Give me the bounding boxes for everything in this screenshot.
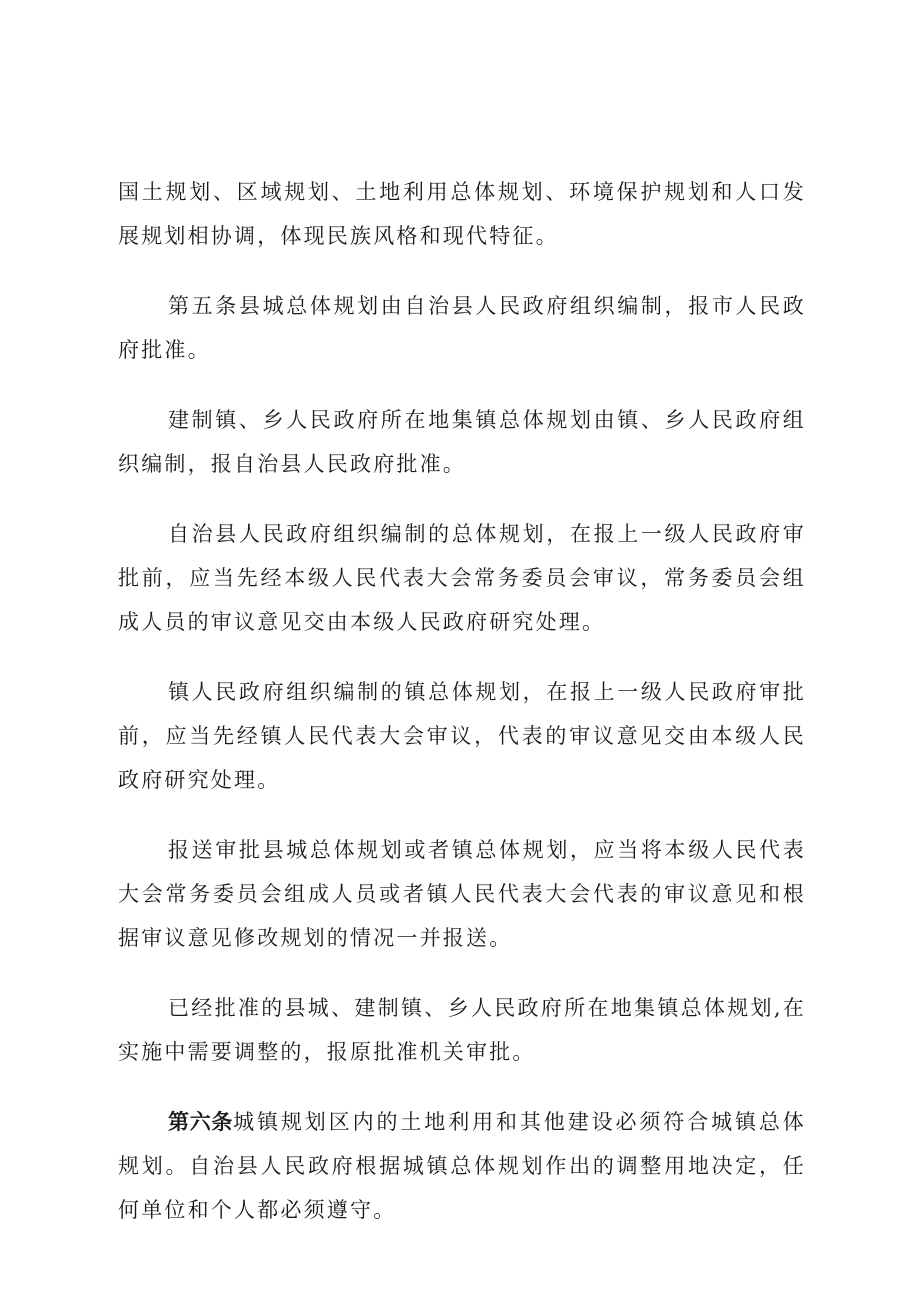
paragraph-adjustment: 已经批准的县城、建制镇、乡人民政府所在地集镇总体规划,在实施中需要调整的，报原批准机关审批。 bbox=[118, 996, 806, 1064]
paragraph-article-6 bbox=[118, 1100, 806, 1232]
paragraph-continuation: 国土规划、区域规划、土地利用总体规划、环境保护规划和人口发展规划相协调，体现民族风格和现代特征。 bbox=[118, 180, 806, 248]
paragraph-submission: 报送审批县城总体规划或者镇总体规划，应当将本级人民代表大会常务委员会组成人员或者镇人民代表大会代表的审议意见和根据审议意见修改规划的情况一并报送。 bbox=[118, 838, 806, 950]
article-number: 第六条 bbox=[168, 1109, 234, 1134]
paragraph-town-review: 镇人民政府组织编制的镇总体规划，在报上一级人民政府审批前，应当先经镇人民代表大会审议，代表的审议意见交由本级人民政府研究处理。 bbox=[118, 680, 806, 792]
document-body bbox=[118, 170, 806, 1258]
paragraph-article-5: 第五条县城总体规划由自治县人民政府组织编制，报市人民政府批准。 bbox=[118, 294, 806, 362]
article-6-text: 城镇规划区内的土地利用和其他建设必须符合城镇总体规划。自治县人民政府根据城镇总体规划作出的调整用地决定，任何单位和个人都必须遵守。 bbox=[118, 1110, 806, 1222]
paragraph-county-review: 自治县人民政府组织编制的总体规划，在报上一级人民政府审批前，应当先经本级人民代表大会常务委员会审议，常务委员会组成人员的审议意见交由本级人民政府研究处理。 bbox=[118, 522, 806, 634]
paragraph-town-planning: 建制镇、乡人民政府所在地集镇总体规划由镇、乡人民政府组织编制，报自治县人民政府批准。 bbox=[118, 408, 806, 476]
